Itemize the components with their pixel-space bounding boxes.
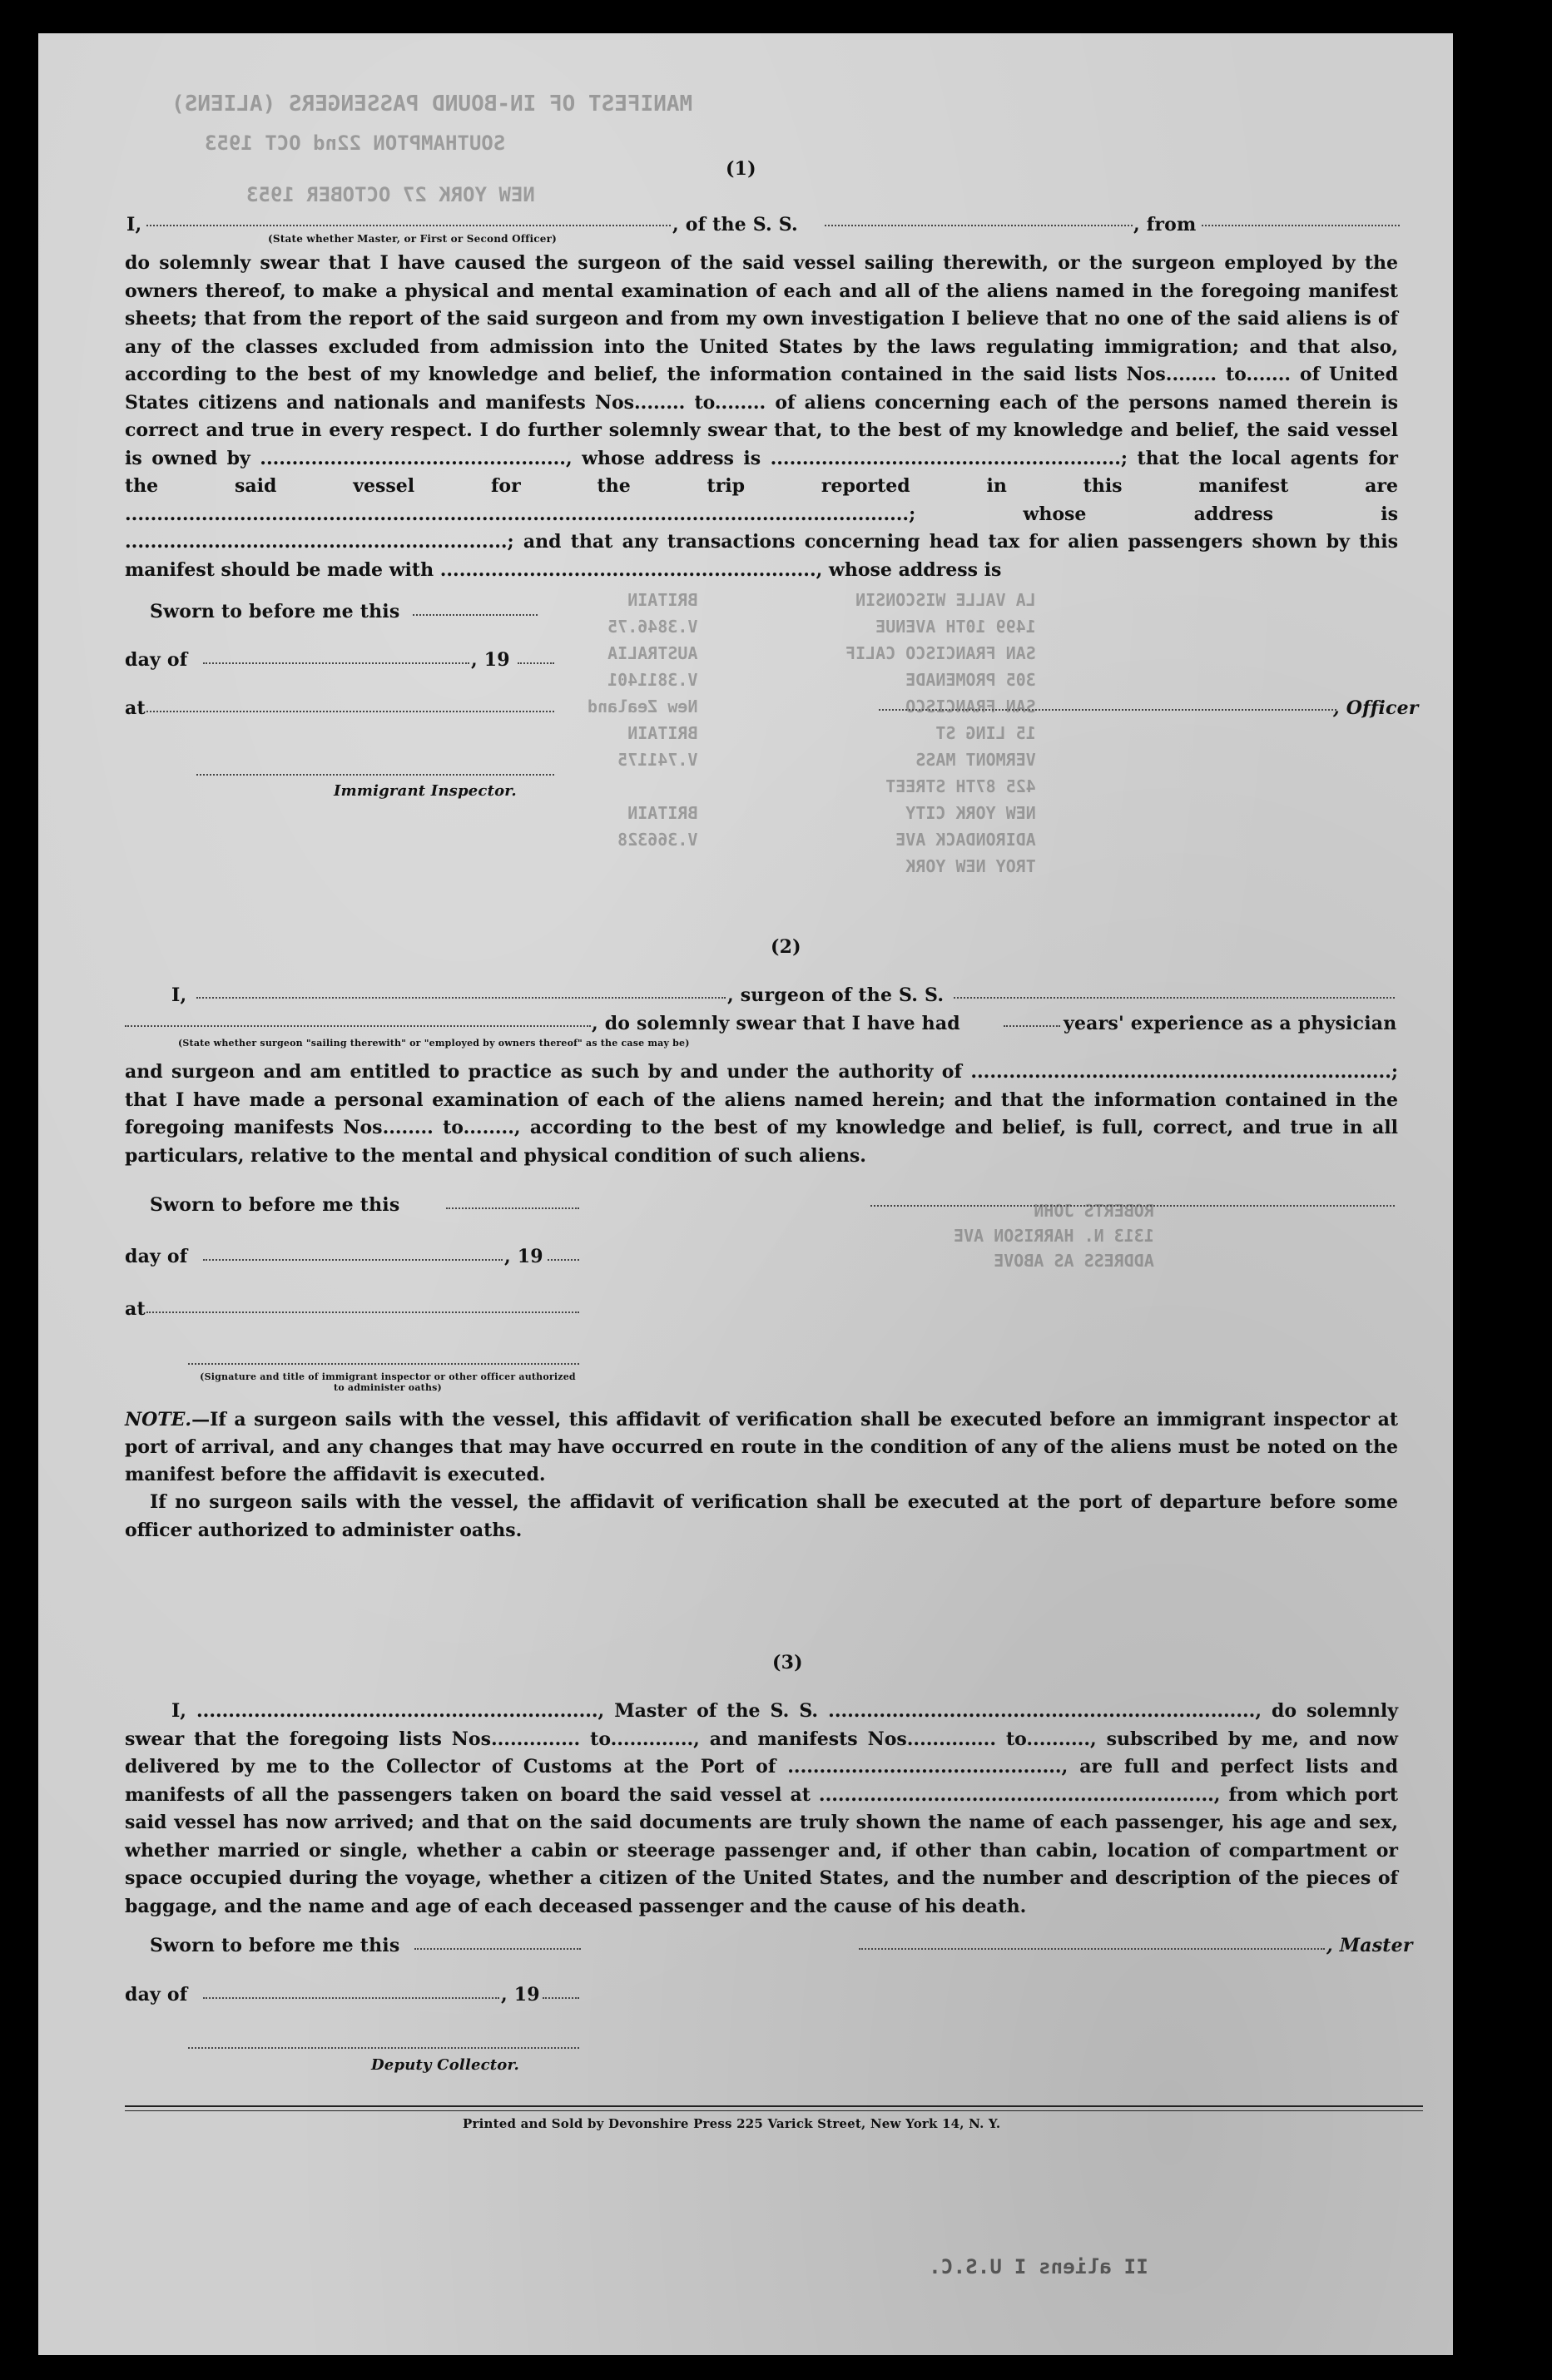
printer-imprint: Printed and Sold by Devonshire Press 225 Varick Street, New York 14, N. Y. — [463, 2116, 1001, 2131]
surgeon-name-line — [196, 997, 726, 999]
officer-name-line — [146, 225, 671, 226]
master-sign-line — [859, 1948, 1325, 1950]
bleed-through-texture: NEW YORK 27 OCTOBER 1953 — [246, 183, 535, 206]
year-line-1 — [518, 662, 554, 664]
punch-hole — [1492, 1165, 1539, 1212]
document-page — [38, 33, 1453, 2355]
signature-line-2 — [188, 1363, 579, 1365]
footer-rule-top — [125, 2105, 1423, 2107]
officer-sign-line — [879, 709, 1336, 711]
of-ss-label: , of the S. S. — [672, 214, 798, 236]
note-label: NOTE. — [125, 1409, 192, 1430]
section-3-oath-paragraph: I, ..............................................................., Master of the S. S. ..................................................................., do solemnly swear that the foregoing lists Nos.............. to............., and manifests Nos.............. to.........., subscribed by me, and now delivered by me to the Collector of Customs at the Port of ..........................................., are full and perfect lists and manifests of all the passengers taken on board the said vessel at .............................................................., from which port said vessel has now arrived; and that on the said documents are truly shown the name of each passenger, his age and sex, whether married or single, whether a cabin or steerage passenger and, if other than cabin, location of compartment or space occupied during the voyage, whether a citizen of the United States, and the number and description of the pieces of baggage, and the name and age of each deceased passenger and the cause of his death. — [125, 1700, 1398, 1917]
surgeon-note: (State whether surgeon "sailing therewith" or "employed by owners thereof" as the case may be) — [178, 1038, 690, 1049]
sworn-date-line-1 — [413, 614, 538, 616]
surgeon-sign-line — [870, 1205, 1395, 1207]
day-line-3 — [203, 1997, 499, 1999]
year-label-1: , 19 — [471, 649, 510, 671]
section-3-number: (3) — [772, 1652, 803, 1673]
immigrant-inspector-label: Immigrant Inspector. — [334, 782, 517, 800]
section-2-i-label: I, — [171, 984, 187, 1006]
no-surgeon-note: If no surgeon sails with the vessel, the affidavit of verification shall be executed at the port of departure before some officer authorized to administer oaths. — [125, 1491, 1398, 1541]
at-label-1: at — [125, 697, 146, 719]
day-line-1 — [203, 662, 469, 664]
sworn-date-line-3 — [414, 1948, 581, 1950]
year-label-2: , 19 — [504, 1246, 543, 1267]
officer-note: (State whether Master, or First or Second Officer) — [268, 233, 557, 245]
inspector-sign-line — [196, 774, 554, 776]
surgeon-status-line — [125, 1025, 591, 1027]
vessel-name-line — [825, 225, 1133, 226]
sworn-date-line-2 — [446, 1207, 579, 1209]
day-of-label-3: day of — [125, 1984, 188, 2006]
bleed-through-texture: LA VALLE WISCONSIN 1499 10TH AVENUE SAN FRANCISCO CALIF 305 PROMENADE SAN FRANCISCO 15 LING ST VERMONT MASS 425 87TH STREET NEW YORK CITY ADIRONDACK AVE TROY NEW YORK — [845, 590, 1036, 876]
surgeon-of-label: , surgeon of the S. S. — [727, 984, 945, 1006]
master-label: , Master — [1326, 1935, 1413, 1956]
year-line-3 — [543, 1997, 579, 1999]
from-label: , from — [1133, 214, 1197, 236]
at-label-2: at — [125, 1298, 146, 1320]
note-text: —If a surgeon sails with the vessel, this affidavit of verification shall be executed before an immigrant inspector at port of arrival, and any changes that may have occurred en route in the condition of any of the aliens must be noted on the manifest before the affidavit is executed. — [125, 1409, 1398, 1485]
day-of-label-2: day of — [125, 1246, 188, 1267]
punch-hole — [1492, 649, 1539, 696]
bleed-through-texture: SOUTHAMPTON 22nd OCT 1953 — [205, 131, 506, 155]
from-port-line — [1202, 225, 1400, 226]
bleed-through-texture: MANIFEST OF IN-BOUND PASSENGERS (ALIENS) — [171, 92, 693, 117]
punch-hole — [1492, 1398, 1539, 1445]
signature-title-note: (Signature and title of immigrant inspector or other officer authorized to administer oaths) — [200, 1371, 576, 1393]
sworn-label-3: Sworn to before me this — [150, 1935, 400, 1956]
sworn-label-1: Sworn to before me this — [150, 601, 400, 622]
punch-hole — [1492, 2030, 1539, 2077]
surgeon-vessel-line — [954, 997, 1395, 999]
bleed-through-texture: ROBERTS JOHN 1313 N. HARRISON AVE ADDRESS AS ABOVE — [954, 1201, 1154, 1271]
solemnly-label: , do solemnly swear that I have had — [592, 1013, 960, 1034]
footer-rule-bottom — [125, 2110, 1423, 2111]
experience-label: years' experience as a physician — [1064, 1013, 1397, 1034]
day-of-label-1: day of — [125, 649, 188, 671]
punch-hole — [1499, 245, 1532, 279]
section-1-number: (1) — [726, 158, 756, 180]
at-line-2 — [146, 1311, 579, 1313]
punch-hole — [1492, 92, 1539, 138]
year-label-3: , 19 — [501, 1984, 540, 2006]
punch-hole — [1492, 824, 1539, 870]
sworn-label-2: Sworn to before me this — [150, 1194, 400, 1216]
section-2-oath-paragraph: and surgeon and am entitled to practice as such by and under the authority of ..................................................................; that I have made a personal examination of each of the aliens named herein; and that the information contained in the foregoing manifests Nos........ to........, according to the best of my knowledge and belief, is full, correct, and true in all particulars, relative to the mental and physical condition of such aliens. — [125, 1061, 1398, 1167]
section-1-oath-paragraph: do solemnly swear that I have caused the surgeon of the said vessel sailing therewith, or the surgeon employed by the owners thereof, to make a physical and mental examination of each and all of the aliens named in the foregoing manifest sheets; that from the report of the said surgeon and from my own investigation I believe that no one of the said aliens is of any of the classes excluded from admission into the United States by the laws regulating immigration; and that also, according to the best of my knowledge and belief, the information contained in the said lists Nos........ to....... of United States citizens and nationals and manifests Nos........ to........ of aliens concerning each of the persons named therein is correct and true in every respect. I do further solemnly swear that, to the best of my knowledge and belief, the said vessel is owned by ................................................, whose address is .......................................................; that the local agents for the said vessel for the trip reported in this manifest are ...........................................................................................................................; whose address is ............................................................; and that any transactions concerning head tax for alien passengers shown by this manifest should be made with ..........................................................., whose address is — [125, 252, 1398, 581]
day-line-2 — [203, 1259, 503, 1261]
years-line — [1004, 1025, 1060, 1027]
punch-hole — [1492, 2080, 1539, 2127]
year-line-2 — [548, 1259, 579, 1261]
collector-sign-line — [188, 2047, 579, 2049]
deputy-collector-label: Deputy Collector. — [371, 2056, 520, 2074]
section-2-number: (2) — [771, 936, 801, 958]
note-paragraph — [125, 1406, 1398, 1489]
section-1-i-label: I, — [126, 214, 142, 236]
bleed-through-texture: BRITAIN V.3846.75 AUSTRALIA V.3811401 New Zealand BRITAIN V.741175 BRITAIN V.366328 — [588, 590, 698, 850]
bleed-aliens-note: II aliens I U.S.C. — [929, 2255, 1148, 2278]
at-line-1 — [146, 711, 554, 712]
punch-hole — [1492, 2305, 1539, 2352]
officer-label: , Officer — [1333, 697, 1419, 719]
